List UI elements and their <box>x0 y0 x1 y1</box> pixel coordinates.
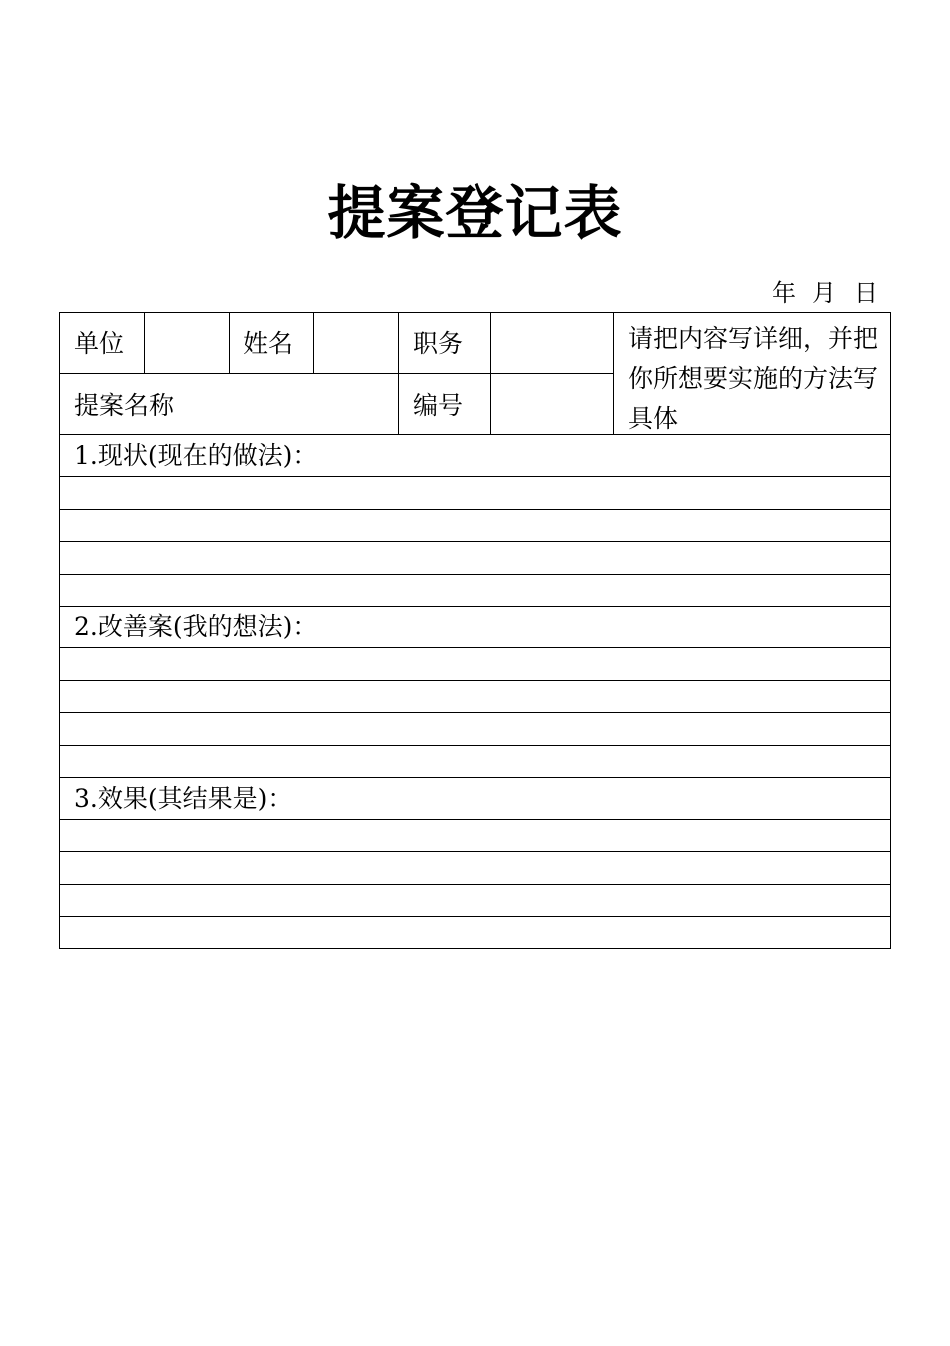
number-field[interactable] <box>492 375 611 433</box>
section-2-line-3 <box>60 745 890 746</box>
form-title: 提案登记表 <box>327 179 623 247</box>
position-label: 职务 <box>413 329 464 358</box>
section-3-line-3 <box>60 916 890 917</box>
name-label: 姓名 <box>243 329 294 358</box>
note-divider <box>613 313 614 434</box>
date-month: 月 <box>812 279 836 307</box>
section-2-label: 2.改善案(我的想法)： <box>74 612 318 641</box>
number-label: 编号 <box>413 391 464 420</box>
date-year: 年 <box>772 279 796 307</box>
proposal-form-table <box>59 312 891 949</box>
section-3-line-1 <box>60 851 890 852</box>
section-2-top-line <box>60 647 890 648</box>
unit-divider <box>144 313 145 373</box>
section-2-bottom-line <box>60 777 890 778</box>
date-line <box>768 278 880 308</box>
position-field[interactable] <box>492 315 611 372</box>
section-1-top-line <box>60 476 890 477</box>
date-day: 日 <box>854 279 878 307</box>
name-value-divider <box>398 313 399 434</box>
name-field[interactable] <box>315 315 396 372</box>
section-3-top-line <box>60 819 890 820</box>
unit-field[interactable] <box>146 315 227 372</box>
unit-label: 单位 <box>74 329 125 358</box>
instruction-note: 请把内容写详细，并把你所想要实施的方法写具体 <box>628 324 879 433</box>
section-1-label: 1.现状(现在的做法)： <box>74 441 318 470</box>
section-1-bottom-line <box>60 606 890 607</box>
proposal-name-label: 提案名称 <box>74 391 175 420</box>
section-1-line-3 <box>60 574 890 575</box>
section-3-line-2 <box>60 884 890 885</box>
name-divider <box>313 313 314 373</box>
unit-value-divider <box>229 313 230 373</box>
section-3-label: 3.效果(其结果是)： <box>74 784 293 813</box>
header-row-divider <box>60 373 614 374</box>
section-2-line-2 <box>60 712 890 713</box>
section-1-line-2 <box>60 541 890 542</box>
position-divider <box>490 313 491 434</box>
section-1-line-1 <box>60 509 890 510</box>
section-2-line-1 <box>60 680 890 681</box>
